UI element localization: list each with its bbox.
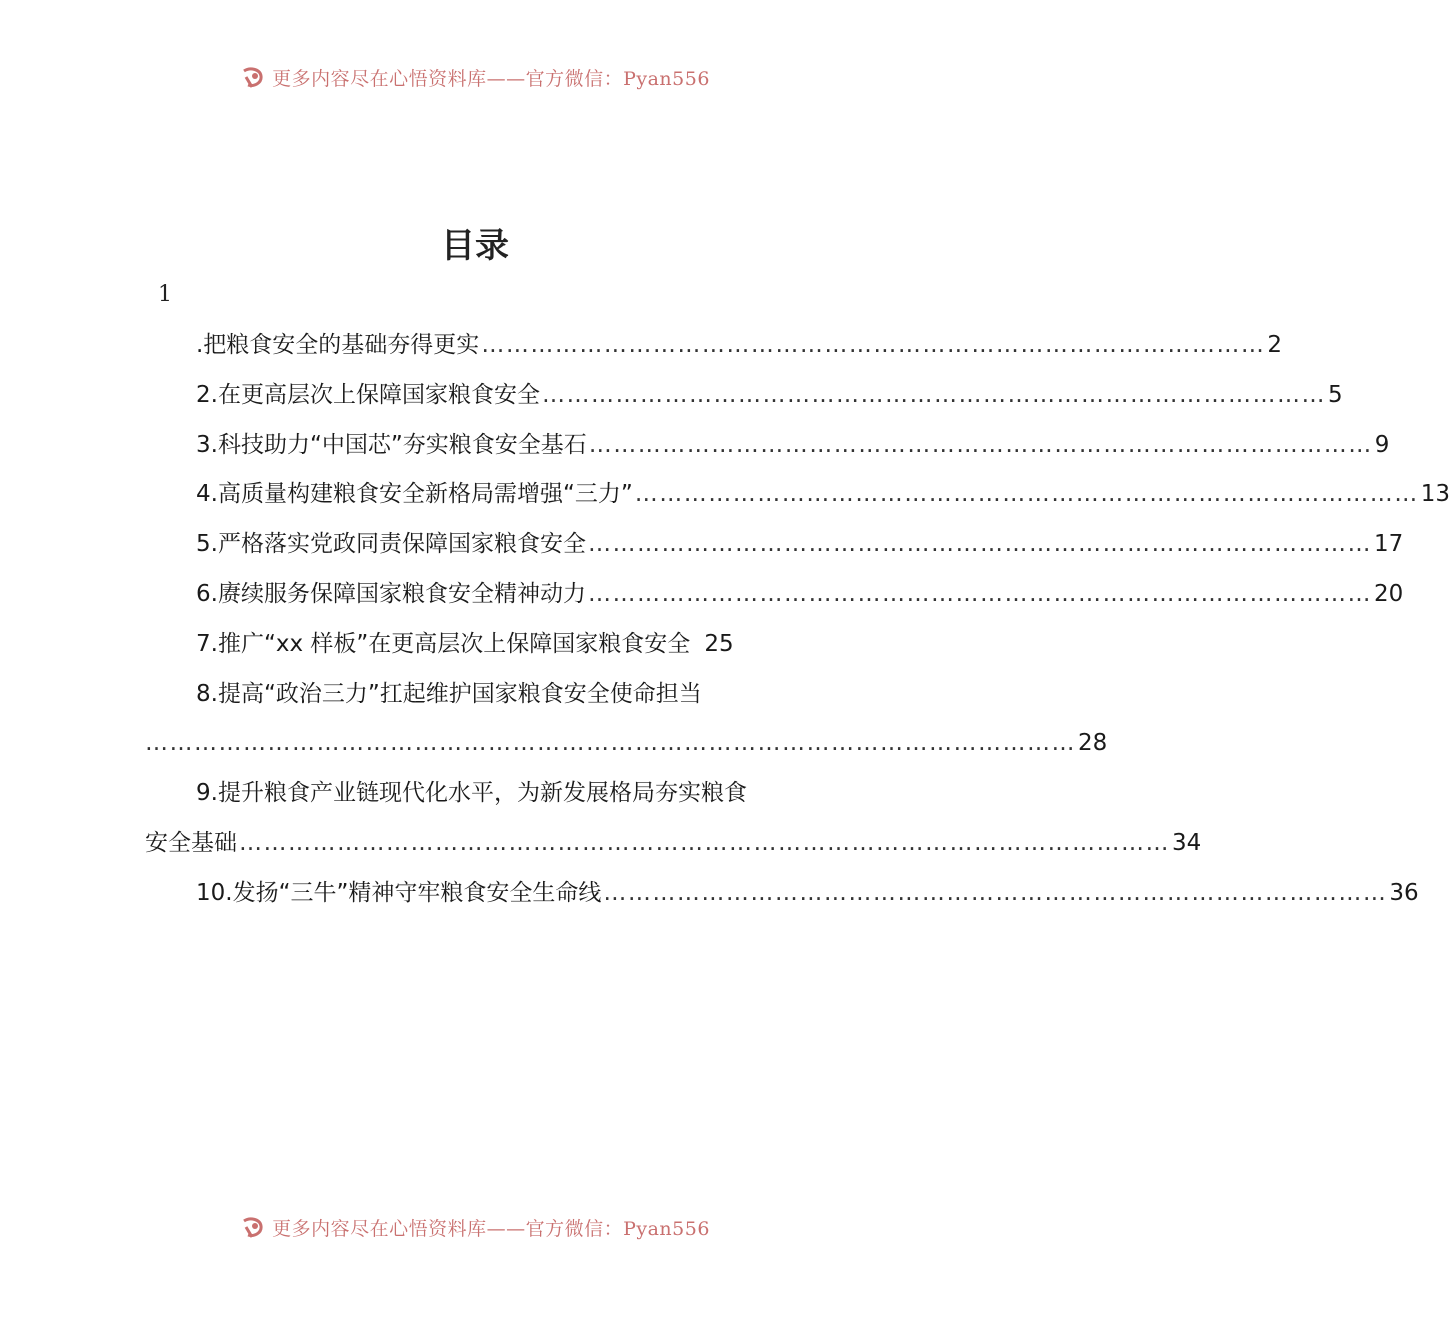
toc-entry-title-continued: 安全基础 bbox=[145, 830, 237, 856]
toc-entry-page: 34 bbox=[1172, 830, 1202, 856]
toc-leader-dots: …………………………………………………………………………………… bbox=[588, 432, 1373, 458]
toc-entry-page: 20 bbox=[1373, 581, 1404, 607]
toc-entry-page: 9 bbox=[1374, 432, 1390, 458]
toc-leader-dots: …………………………………………………………………………………… bbox=[481, 332, 1266, 358]
toc-entry-3[interactable] bbox=[196, 428, 1390, 462]
watermark-text: 更多内容尽在心悟资料库——官方微信：Pyan556 bbox=[272, 1218, 710, 1240]
toc-entry-8-line2[interactable] bbox=[145, 726, 1108, 760]
watermark-logo-icon bbox=[240, 65, 266, 91]
toc-leader-dots: …………………………………………………………………………………… bbox=[603, 880, 1388, 906]
toc-entry-title: 5.严格落实党政同责保障国家粮食安全 bbox=[196, 531, 586, 557]
toc-entry-title: 4.高质量构建粮食安全新格局需增强“三力” bbox=[196, 481, 633, 507]
toc-entry-10[interactable] bbox=[196, 876, 1419, 910]
toc-entry-page: 5 bbox=[1327, 382, 1343, 408]
toc-leader-dots: …………………………………………………………………………………… bbox=[634, 481, 1419, 507]
toc-leader-dots: …………………………………………………………………………………… bbox=[541, 382, 1326, 408]
toc-entry-9-line2[interactable] bbox=[145, 826, 1202, 860]
toc-entry-title: 7.推广“xx 样板”在更高层次上保障国家粮食安全 bbox=[196, 631, 691, 657]
toc-entry-5[interactable] bbox=[196, 527, 1404, 561]
toc-leader-dots: …………………………………………………………………………………………………… bbox=[145, 730, 1076, 756]
toc-entry-title: 8.提高“政治三力”扛起维护国家粮食安全使命担当 bbox=[196, 681, 702, 707]
toc-entry-page: 2 bbox=[1267, 332, 1282, 358]
toc-entry-page: 25 bbox=[704, 631, 734, 657]
toc-entry-1[interactable] bbox=[196, 328, 1282, 362]
toc-title: 目录 bbox=[441, 226, 509, 266]
toc-leader-dots: …………………………………………………………………………………………………… bbox=[239, 830, 1170, 856]
toc-entry-8-line1[interactable] bbox=[196, 677, 805, 711]
stray-number: 1 bbox=[158, 282, 172, 307]
toc-entry-title: 10.发扬“三牛”精神守牢粮食安全生命线 bbox=[196, 880, 602, 906]
toc-entry-title: 3.科技助力“中国芯”夯实粮食安全基石 bbox=[196, 432, 587, 458]
toc-entry-page: 28 bbox=[1078, 730, 1108, 756]
toc-entry-title: 6.赓续服务保障国家粮食安全精神动力 bbox=[196, 581, 586, 607]
toc-entry-4[interactable] bbox=[196, 477, 1450, 511]
watermark-logo-icon bbox=[240, 1215, 266, 1241]
toc-entry-7[interactable] bbox=[196, 627, 805, 661]
toc-entry-9-line1[interactable] bbox=[196, 776, 805, 810]
header-watermark bbox=[0, 58, 950, 90]
toc-leader-dots: …………………………………………………………………………………… bbox=[587, 531, 1372, 557]
toc-entry-title: 9.提升粮食产业链现代化水平，为新发展格局夯实粮食 bbox=[196, 780, 747, 806]
toc-entry-title: .把粮食安全的基础夯得更实 bbox=[196, 332, 480, 358]
footer-watermark bbox=[0, 1208, 950, 1240]
toc-entry-page: 17 bbox=[1373, 531, 1404, 557]
watermark-text: 更多内容尽在心悟资料库——官方微信：Pyan556 bbox=[272, 68, 710, 90]
toc-entry-6[interactable] bbox=[196, 577, 1404, 611]
toc-entry-page: 13 bbox=[1420, 481, 1450, 507]
toc-leader-dots: …………………………………………………………………………………… bbox=[587, 581, 1372, 607]
toc-entry-page: 36 bbox=[1389, 880, 1419, 906]
toc-entry-title: 2.在更高层次上保障国家粮食安全 bbox=[196, 382, 540, 408]
toc-entry-2[interactable] bbox=[196, 378, 1343, 412]
